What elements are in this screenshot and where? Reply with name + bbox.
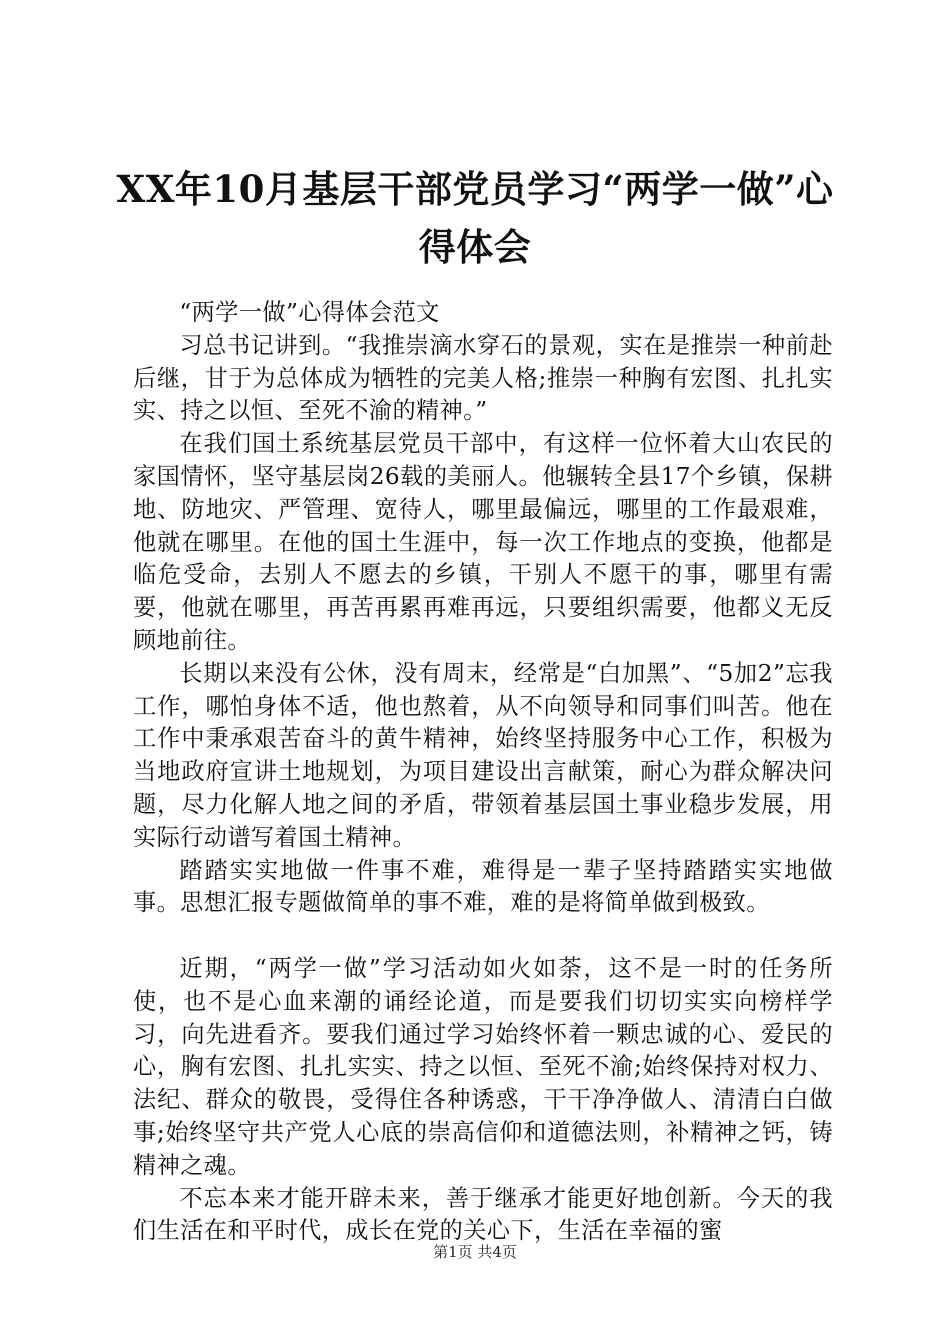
paragraph: 近期，“两学一做”学习活动如火如荼，这不是一时的任务所使，也不是心血来潮的诵经论道，而是要我们切切实实向榜样学习，向先进看齐。要我们通过学习始终怀着一颗忠诚的心、爱民的心，胸有宏图、扎扎实实、持之以恒、至死不渝;始终保持对权力、法纪、群众的敬畏，受得住各种诱惑，干干净净做人、清清白白做事;始终坚守共产党人心底的崇高信仰和道德法则，补精神之钙，铸精神之魂。	[133, 954, 833, 1179]
paragraph: 在我们国土系统基层党员干部中，有这样一位怀着大山农民的家国情怀，坚守基层岗26载的美丽人。他辗转全县17个乡镇，保耕地、防地灾、严管理、宽待人，哪里最偏远，哪里的工作最艰难，他就在哪里。在他的国土生涯中，每一次工作地点的变换，他都是临危受命，去别人不愿去的乡镇，干别人不愿干的事，哪里有需要，他就在哪里，再苦再累再难再远，只要组织需要，他都义无反顾地前往。	[133, 430, 833, 654]
paragraph: 不忘本来才能开辟未来，善于继承才能更好地创新。今天的我们生活在和平时代，成长在党的关心下，生活在幸福的蜜	[133, 1184, 833, 1245]
document-body	[133, 297, 833, 1248]
document-title: XX年10月基层干部党员学习“两学一做”心得体会	[116, 167, 834, 269]
paragraph: 长期以来没有公休，没有周末，经常是“白加黑”、“5加2”忘我工作，哪怕身体不适，他也熬着，从不向领导和同事们叫苦。他在工作中秉承艰苦奋斗的黄牛精神，始终坚持服务中心工作，积极为当地政府宣讲土地规划，为项目建设出言献策，耐心为群众解决问题，尽力化解人地之间的矛盾，带领着基层国土事业稳步发展，用实际行动谱写着国土精神。	[133, 659, 833, 851]
paragraph: 习总书记讲到。“我推崇滴水穿石的景观，实在是推崇一种前赴后继，甘于为总体成为牺牲的完美人格;推崇一种胸有宏图、扎扎实实、持之以恒、至死不渝的精神。”	[133, 331, 833, 425]
paragraph: 踏踏实实地做一件事不难，难得是一辈子坚持踏踏实实地做事。思想汇报专题做简单的事不难，难的是将简单做到极致。	[133, 856, 833, 917]
paragraph-subtitle: “两学一做”心得体会范文	[179, 299, 440, 326]
page-number-footer: 第1页 共4页	[433, 1243, 517, 1261]
